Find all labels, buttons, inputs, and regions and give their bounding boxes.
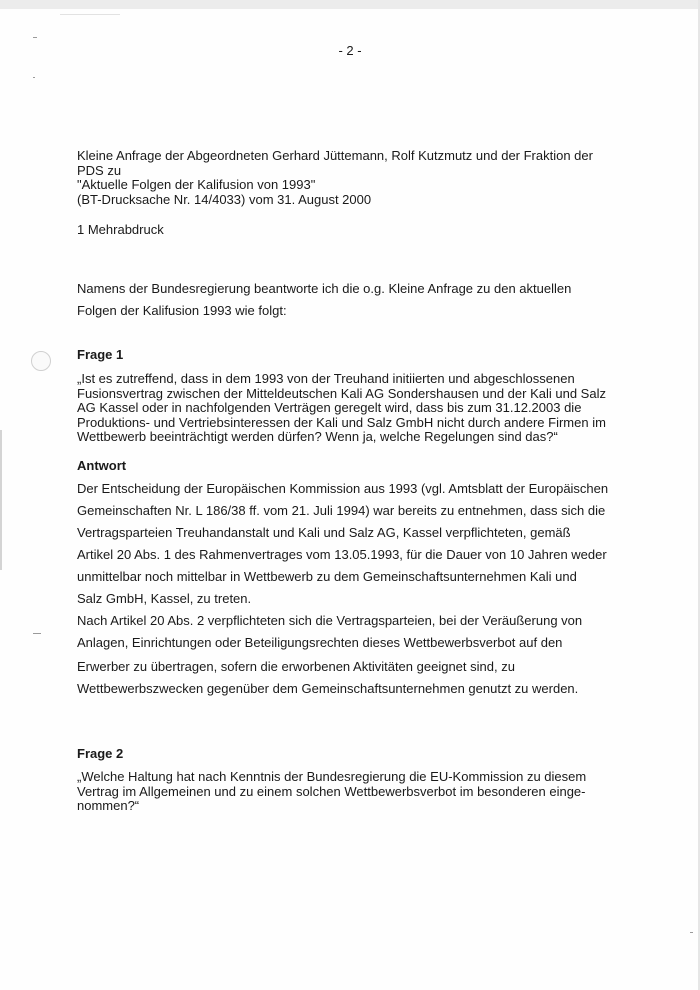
scan-speck — [33, 37, 37, 38]
scan-artifact — [60, 14, 120, 15]
question-2-line: Vertrag im Allgemeinen und zu einem solchen Wettbewerbsverbot im besonderen einge- — [77, 783, 586, 799]
scan-speck — [33, 77, 35, 78]
copies-note: 1 Mehrabdruck — [77, 222, 164, 237]
header-line: PDS zu — [77, 162, 122, 178]
question-1-line: Fusionsvertrag zwischen der Mitteldeutschen Kali AG Sondershausen und der Kali und Salz — [77, 385, 606, 401]
scan-left-edge — [0, 430, 2, 570]
answer-1-line: Wettbewerbszwecken gegenüber dem Gemeinschaftsunternehmen genutzt zu werden. — [77, 681, 579, 696]
header-line: (BT-Drucksache Nr. 14/4033) vom 31. August 2000 — [77, 191, 372, 207]
answer-1-line: Anlagen, Einrichtungen oder Beteiligungsrechten dieses Wettbewerbsverbot auf den — [77, 635, 563, 650]
question-2-line: „Welche Haltung hat nach Kenntnis der Bundesregierung die EU-Kommission zu diesem — [77, 769, 587, 784]
answer-1-line: Salz GmbH, Kassel, zu treten. — [77, 591, 252, 606]
intro-line: Namens der Bundesregierung beantworte ich die o.g. Kleine Anfrage zu den aktuellen — [77, 281, 572, 296]
answer-1-line: Artikel 20 Abs. 1 des Rahmenvertrages vom 13.05.1993, für die Dauer von 10 Jahren weder — [77, 547, 607, 562]
header-line: "Aktuelle Folgen der Kalifusion von 1993" — [77, 177, 316, 192]
question-1-line: AG Kassel oder in nachfolgenden Verträgen geregelt wird, dass bis zum 31.12.2003 die — [77, 400, 582, 415]
punch-hole-mark — [31, 351, 51, 371]
scan-speck — [33, 633, 41, 634]
answer-1-line: Erwerber zu übertragen, sofern die erworbenen Aktivitäten geeignet sind, zu — [77, 659, 515, 674]
answer-1-line: Der Entscheidung der Europäischen Kommission aus 1993 (vgl. Amtsblatt der Europäischen — [77, 481, 609, 496]
answer-1-heading: Antwort — [77, 458, 127, 473]
question-1-line: Produktions- und Vertriebsinteressen der Kali und Salz GmbH nicht durch andere Firmen im — [77, 414, 606, 430]
question-2-heading: Frage 2 — [77, 746, 124, 761]
answer-1-line: Nach Artikel 20 Abs. 2 verpflichteten sich die Vertragsparteien, bei der Veräußerung von — [77, 613, 583, 628]
question-1-line: Wettbewerb beeinträchtigt werden dürfen? Wenn ja, welche Regelungen sind das?“ — [77, 429, 558, 444]
header-line: Kleine Anfrage der Abgeordneten Gerhard Jüttemann, Rolf Kutzmutz und der Fraktion der — [77, 148, 593, 163]
answer-1-line: Gemeinschaften Nr. L 186/38 ff. vom 21. Juli 1994) war bereits zu entnehmen, dass sich die — [77, 503, 606, 518]
page-number: - 2 - — [338, 43, 362, 58]
scan-top-edge — [0, 0, 700, 9]
intro-line: Folgen der Kalifusion 1993 wie folgt: — [77, 303, 287, 318]
question-1-heading: Frage 1 — [77, 347, 124, 362]
question-2-line: nommen?“ — [77, 798, 140, 813]
answer-1-line: Vertragsparteien Treuhandanstalt und Kali und Salz AG, Kassel verpflichteten, gemäß — [77, 525, 571, 540]
scan-speck — [690, 932, 693, 933]
question-1-line: „Ist es zutreffend, dass in dem 1993 von der Treuhand initiierten und abgeschlossenen — [77, 371, 575, 386]
answer-1-line: unmittelbar noch mittelbar in Wettbewerb zu dem Gemeinschaftsunternehmen Kali und — [77, 569, 577, 584]
